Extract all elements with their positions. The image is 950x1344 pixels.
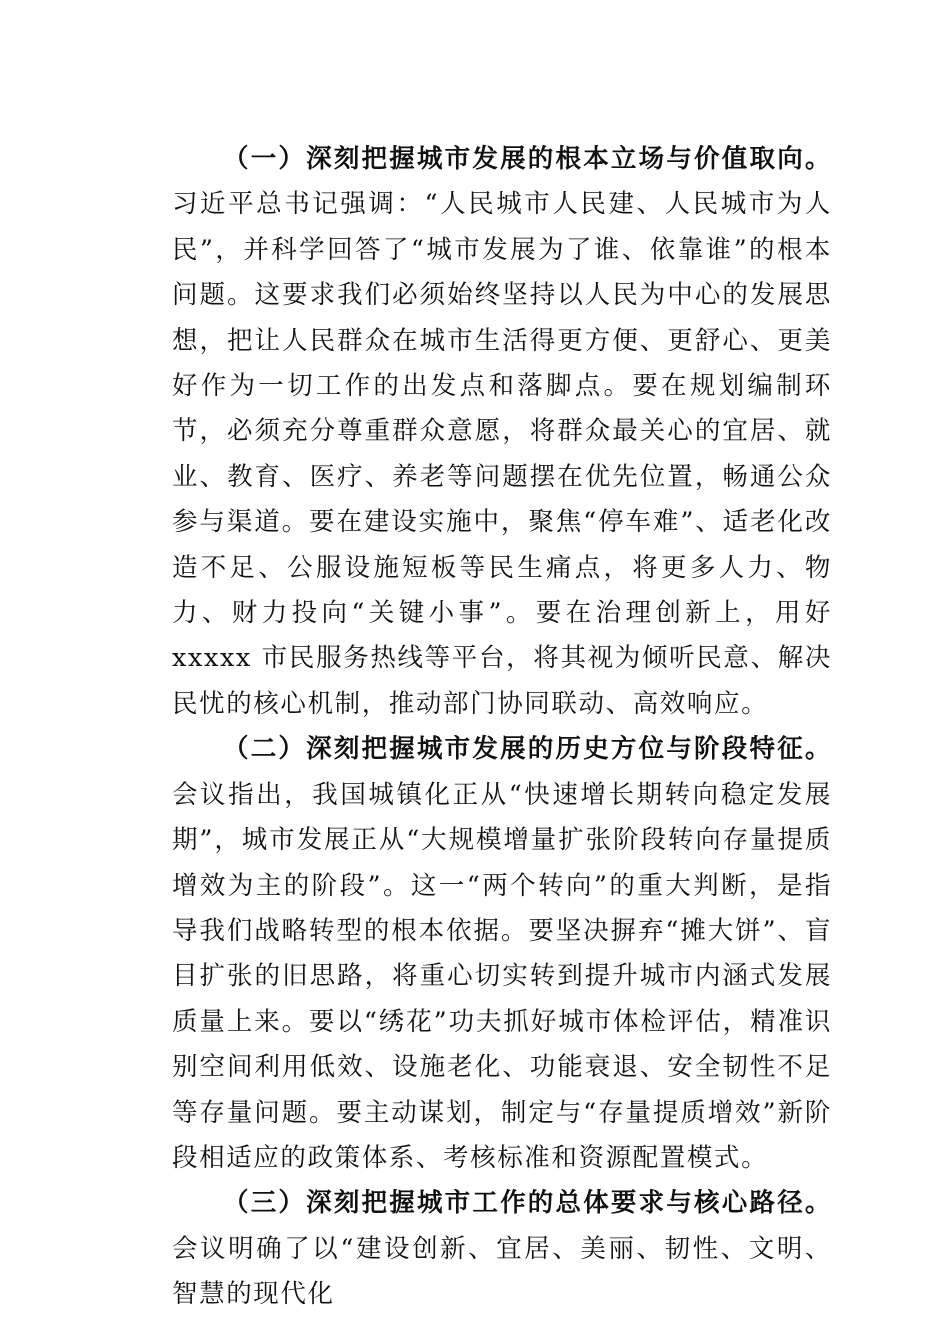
paragraph-3-body: 会议明确了以“建设创新、宜居、美丽、韧性、文明、智慧的现代化	[172, 1233, 832, 1310]
paragraph-3-heading: （三）深刻把握城市工作的总体要求与核心路径。	[223, 1188, 832, 1219]
paragraph-1-heading: （一）深刻把握城市发展的根本立场与价值取向。	[223, 144, 832, 174]
paragraph-2	[172, 727, 832, 1181]
paragraph-2-heading: （二）深刻把握城市发展的历史方位与阶段特征。	[223, 734, 832, 765]
paragraph-2-body: 会议指出，我国城镇化正从“快速增长期转向稳定发展期”，城市发展正从“大规模增量扩张阶段转向存量提质增效为主的阶段”。这一“两个转向”的重大判断，是指导我们战略转型的根本依据。要坚决摒弃“摊大饼”、盲目扩张的旧思路，将重心切实转到提升城市内涵式发展质量上来。要以“绣花”功夫抓好城市体检评估，精准识别空间利用低效、设施老化、功能衰退、安全韧性不足等存量问题。要主动谋划，制定与“存量提质增效”新阶段相适应的政策体系、考核标准和资源配置模式。	[172, 779, 832, 1173]
paragraph-3	[172, 1181, 832, 1317]
paragraph-1-body: 习近平总书记强调：“人民城市人民建、人民城市为人民”，并科学回答了“城市发展为了谁、依靠谁”的根本问题。这要求我们必须始终坚持以人民为中心的发展思想，把让人民群众在城市生活得更方便、更舒心、更美好作为一切工作的出发点和落脚点。要在规划编制环节，必须充分尊重群众意愿，将群众最关心的宜居、就业、教育、医疗、养老等问题摆在优先位置，畅通公众参与渠道。要在建设实施中，聚焦“停车难”、适老化改造不足、公服设施短板等民生痛点，将更多人力、物力、财力投向“关键小事”。要在治理创新上，用好 xxxxx 市民服务热线等平台，将其视为倾听民意、解决民忧的核心机制，推动部门协同联动、高效响应。	[172, 189, 832, 719]
paragraph-1	[172, 137, 832, 727]
document-body	[172, 137, 832, 1318]
